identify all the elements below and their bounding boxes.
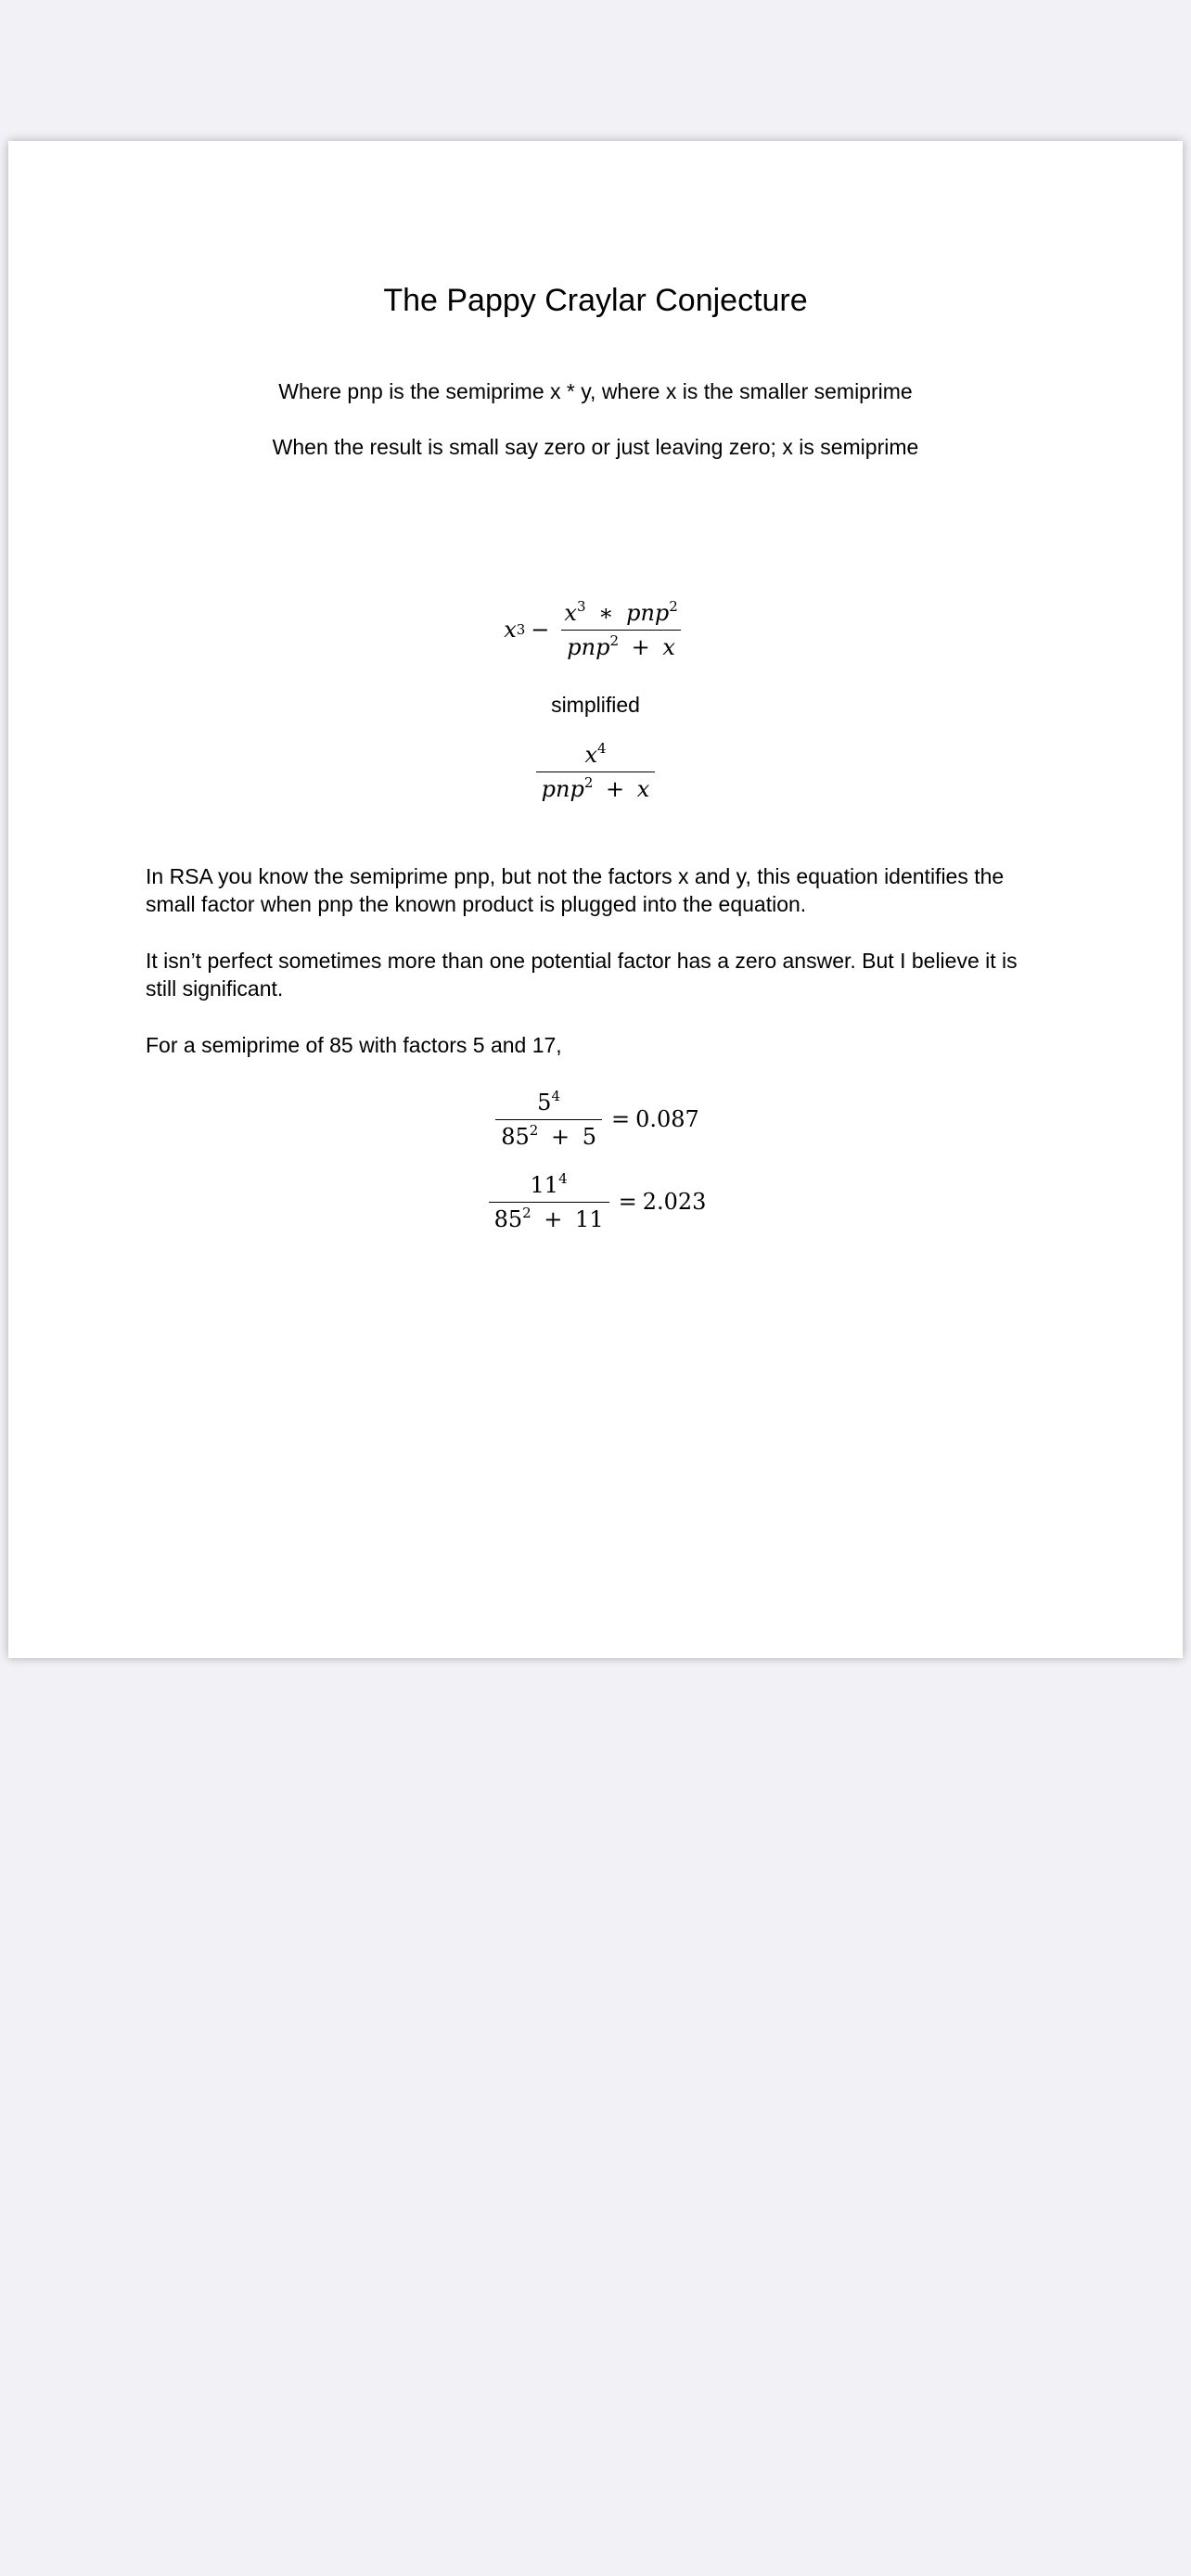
- example-2-denominator: [489, 1202, 609, 1233]
- main-eq-plus: +: [631, 633, 650, 660]
- intro-line-1: Where pnp is the semiprime x * y, where x is the smaller semiprime: [278, 379, 913, 403]
- example-equation-1: [8, 1085, 1183, 1154]
- example-1-den-base: 85: [501, 1123, 530, 1150]
- example-2-fraction: [489, 1171, 609, 1233]
- main-eq-den-pnp: pnp: [567, 633, 610, 660]
- simplified-eq-denominator: [536, 772, 656, 803]
- example-1-result: 0.087: [635, 1106, 699, 1132]
- example-2-den-exp: 2: [522, 1204, 531, 1221]
- example-2-den-base: 85: [493, 1205, 523, 1232]
- simplified-eq-numerator: [579, 741, 611, 772]
- paragraph-imperfect: It isn’t perfect sometimes more than one potential factor has a zero answer. But I believe it is still significant.: [146, 949, 1018, 1001]
- simplified-equation: [8, 737, 1183, 806]
- main-eq-denominator: [561, 630, 681, 661]
- example-2-den-add: 11: [575, 1205, 604, 1232]
- main-equation: x 3 − $\frac{x^3 ∗ pnp^2}{pnp^2 + x}$: [8, 595, 1183, 664]
- document-title: The Pappy Craylar Conjecture: [383, 283, 808, 318]
- main-eq-num-exp: 3: [576, 597, 586, 615]
- example-1-den-exp: 2: [529, 1121, 539, 1139]
- simplified-eq-fraction: [536, 741, 656, 803]
- simplified-eq-den-pnp-exp: 2: [583, 773, 594, 791]
- example-1-equals: =: [610, 1106, 631, 1132]
- example-1-num-exp: 4: [551, 1087, 560, 1104]
- example-2-numerator: [525, 1171, 573, 1202]
- main-eq-num-var: x: [564, 599, 577, 626]
- simplified-eq-den-var: x: [636, 775, 650, 802]
- example-equation-2: [8, 1167, 1183, 1236]
- example-1-denominator: [495, 1119, 602, 1151]
- example-2-num-base: 11: [530, 1171, 559, 1198]
- example-2-result: 2.023: [642, 1189, 707, 1215]
- example-1-numerator: [531, 1089, 566, 1119]
- simplified-eq-plus: +: [606, 775, 625, 802]
- example-1-fraction: [495, 1089, 602, 1151]
- document-page: [8, 141, 1183, 1658]
- simplified-label: simplified: [551, 693, 640, 717]
- paragraph-example: For a semiprime of 85 with factors 5 and 17,: [146, 1033, 562, 1057]
- main-eq-minus: −: [531, 617, 550, 643]
- example-1-plus: +: [550, 1123, 570, 1150]
- intro-line-2: When the result is small say zero or just leaving zero; x is semiprime: [272, 435, 919, 459]
- main-eq-num-pnp-exp: 2: [669, 597, 678, 615]
- example-2-equals: =: [618, 1189, 637, 1215]
- example-2-plus: +: [544, 1205, 563, 1232]
- example-1-den-add: 5: [582, 1123, 596, 1150]
- simplified-eq-num-exp: 4: [596, 739, 607, 757]
- main-eq-den-var: x: [662, 633, 675, 660]
- main-eq-num-pnp: pnp: [626, 599, 670, 626]
- paragraph-rsa: In RSA you know the semiprime pnp, but not the factors x and y, this equation identifies the small factor when pnp the known product is plugged into the equation.: [146, 864, 1005, 916]
- simplified-eq-num-var: x: [584, 741, 597, 768]
- main-eq-den-pnp-exp: 2: [609, 631, 619, 649]
- simplified-eq-den-pnp: pnp: [541, 775, 584, 802]
- main-eq-fraction: [558, 599, 683, 661]
- example-1-num-base: 5: [537, 1089, 552, 1116]
- main-eq-numerator: [558, 599, 683, 630]
- main-eq-times: ∗: [598, 599, 614, 626]
- example-2-num-exp: 4: [558, 1169, 568, 1187]
- main-eq-lead-var: x: [504, 617, 517, 643]
